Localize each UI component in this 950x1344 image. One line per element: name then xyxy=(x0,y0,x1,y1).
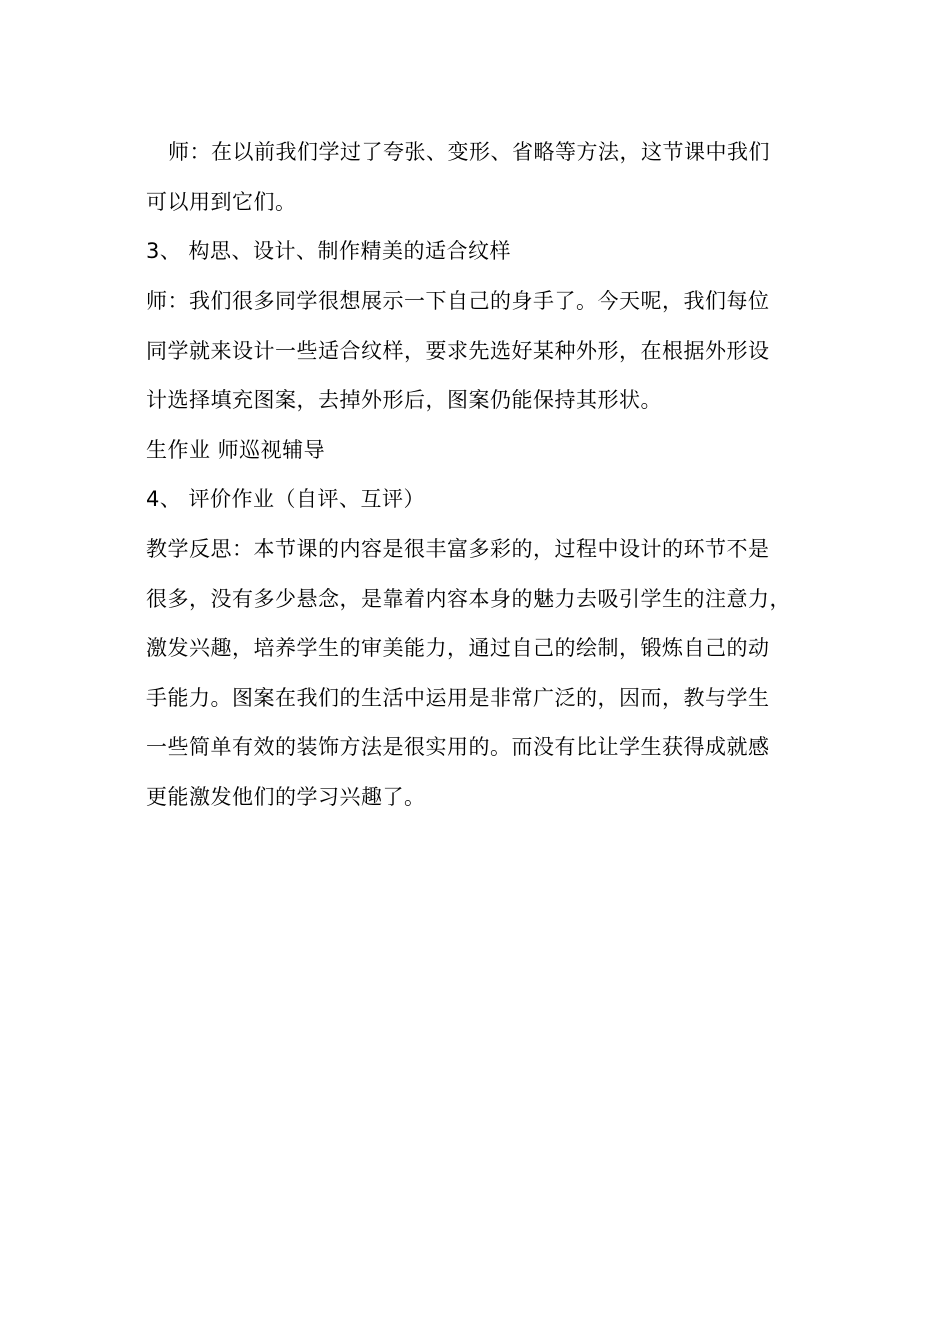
paragraph-line: 更能激发他们的学习兴趣了。 xyxy=(146,785,426,809)
paragraph-line: 手能力。图案在我们的生活中运用是非常广泛的，因而，教与学生 xyxy=(146,686,770,710)
section-heading-3: 3、 构思、设计、制作精美的适合纹样 xyxy=(146,239,512,263)
paragraph-line: 生作业 师巡视辅导 xyxy=(146,438,326,462)
paragraph-line: 师：我们很多同学很想展示一下自己的身手了。今天呢，我们每位 xyxy=(146,289,770,313)
paragraph-line: 同学就来设计一些适合纹样，要求先选好某种外形，在根据外形设 xyxy=(146,339,770,363)
paragraph-line: 计选择填充图案，去掉外形后，图案仍能保持其形状。 xyxy=(146,388,662,412)
paragraph-line: 教学反思：本节课的内容是很丰富多彩的，过程中设计的环节不是 xyxy=(146,537,770,561)
section-heading-4: 4、 评价作业（自评、互评） xyxy=(146,487,426,511)
paragraph-line: 很多，没有多少悬念，是靠着内容本身的魅力去吸引学生的注意力， xyxy=(146,587,791,611)
paragraph-line: 师：在以前我们学过了夸张、变形、省略等方法，这节课中我们 xyxy=(168,140,770,164)
paragraph-line: 可以用到它们。 xyxy=(146,190,297,214)
paragraph-line: 一些简单有效的装饰方法是很实用的。而没有比让学生获得成就感 xyxy=(146,735,770,759)
paragraph-line: 激发兴趣，培养学生的审美能力，通过自己的绘制，锻炼自己的动 xyxy=(146,636,770,660)
